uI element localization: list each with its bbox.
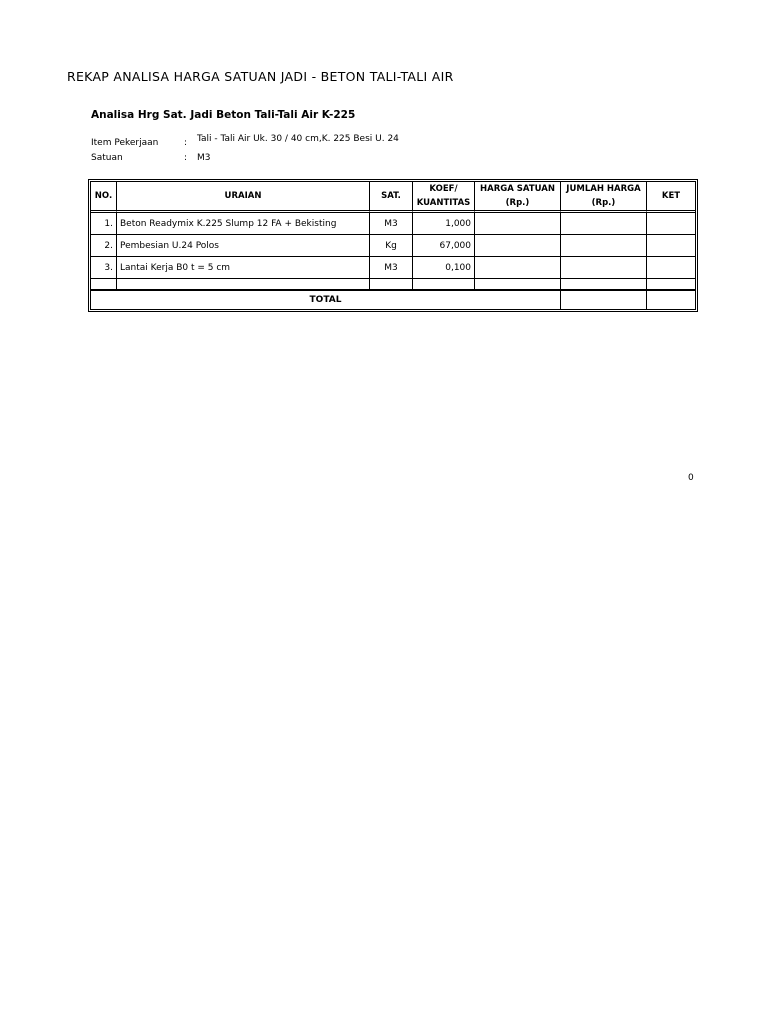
table-total-row (91, 290, 695, 309)
total-ket (647, 290, 695, 309)
row-ket (647, 257, 695, 279)
row-koef: 0,100 (413, 257, 475, 279)
table-row-blank (91, 279, 695, 290)
page-number: 0 (688, 473, 694, 483)
header-ket: KET (647, 182, 695, 213)
row-uraian: Lantai Kerja B0 t = 5 cm (117, 257, 370, 279)
row-jumlah-harga (561, 235, 647, 257)
page-title: REKAP ANALISA HARGA SATUAN JADI - BETON TALI-TALI AIR (67, 69, 454, 84)
header-koef (413, 182, 475, 213)
row-no: 2. (91, 235, 117, 257)
header-sat: SAT. (370, 182, 413, 213)
header-harga-satuan (475, 182, 561, 213)
header-uraian: URAIAN (117, 182, 370, 213)
satuan-label: Satuan (91, 153, 123, 163)
blank-cell (117, 279, 370, 290)
item-pekerjaan-colon: : (184, 138, 188, 148)
header-jumlah-line2: (Rp.) (591, 198, 616, 208)
row-ket (647, 235, 695, 257)
table-row (91, 235, 695, 257)
satuan-colon: : (184, 153, 188, 163)
row-no: 1. (91, 213, 117, 235)
row-jumlah-harga (561, 257, 647, 279)
row-sat: Kg (370, 235, 413, 257)
header-no: NO. (91, 182, 117, 213)
blank-cell (91, 279, 117, 290)
row-sat: M3 (370, 213, 413, 235)
row-ket (647, 213, 695, 235)
row-uraian: Beton Readymix K.225 Slump 12 FA + Bekisting (117, 213, 370, 235)
row-harga-satuan (475, 213, 561, 235)
satuan-value: M3 (197, 153, 211, 163)
header-koef-line2: KUANTITAS (416, 198, 471, 208)
blank-cell (370, 279, 413, 290)
header-koef-line1: KOEF/ (429, 184, 458, 194)
blank-cell (561, 279, 647, 290)
analysis-table (88, 179, 698, 312)
blank-cell (413, 279, 475, 290)
item-pekerjaan-label: Item Pekerjaan (91, 138, 159, 148)
analysis-subtitle: Analisa Hrg Sat. Jadi Beton Tali-Tali Air K-225 (91, 109, 356, 121)
blank-cell (475, 279, 561, 290)
item-pekerjaan-value: Tali - Tali Air Uk. 30 / 40 cm,K. 225 Besi U. 24 (197, 134, 399, 144)
row-koef: 1,000 (413, 213, 475, 235)
row-uraian: Pembesian U.24 Polos (117, 235, 370, 257)
row-sat: M3 (370, 257, 413, 279)
table-row (91, 257, 695, 279)
total-label: TOTAL (91, 290, 561, 309)
header-jumlah-line1: JUMLAH HARGA (566, 184, 641, 194)
total-value (561, 290, 647, 309)
header-harga-line1: HARGA SATUAN (480, 184, 555, 194)
row-no: 3. (91, 257, 117, 279)
row-harga-satuan (475, 257, 561, 279)
row-harga-satuan (475, 235, 561, 257)
table-row (91, 213, 695, 235)
blank-cell (647, 279, 695, 290)
header-jumlah-harga (561, 182, 647, 213)
header-harga-line2: (Rp.) (505, 198, 530, 208)
row-koef: 67,000 (413, 235, 475, 257)
table-header-row (91, 182, 695, 213)
row-jumlah-harga (561, 213, 647, 235)
